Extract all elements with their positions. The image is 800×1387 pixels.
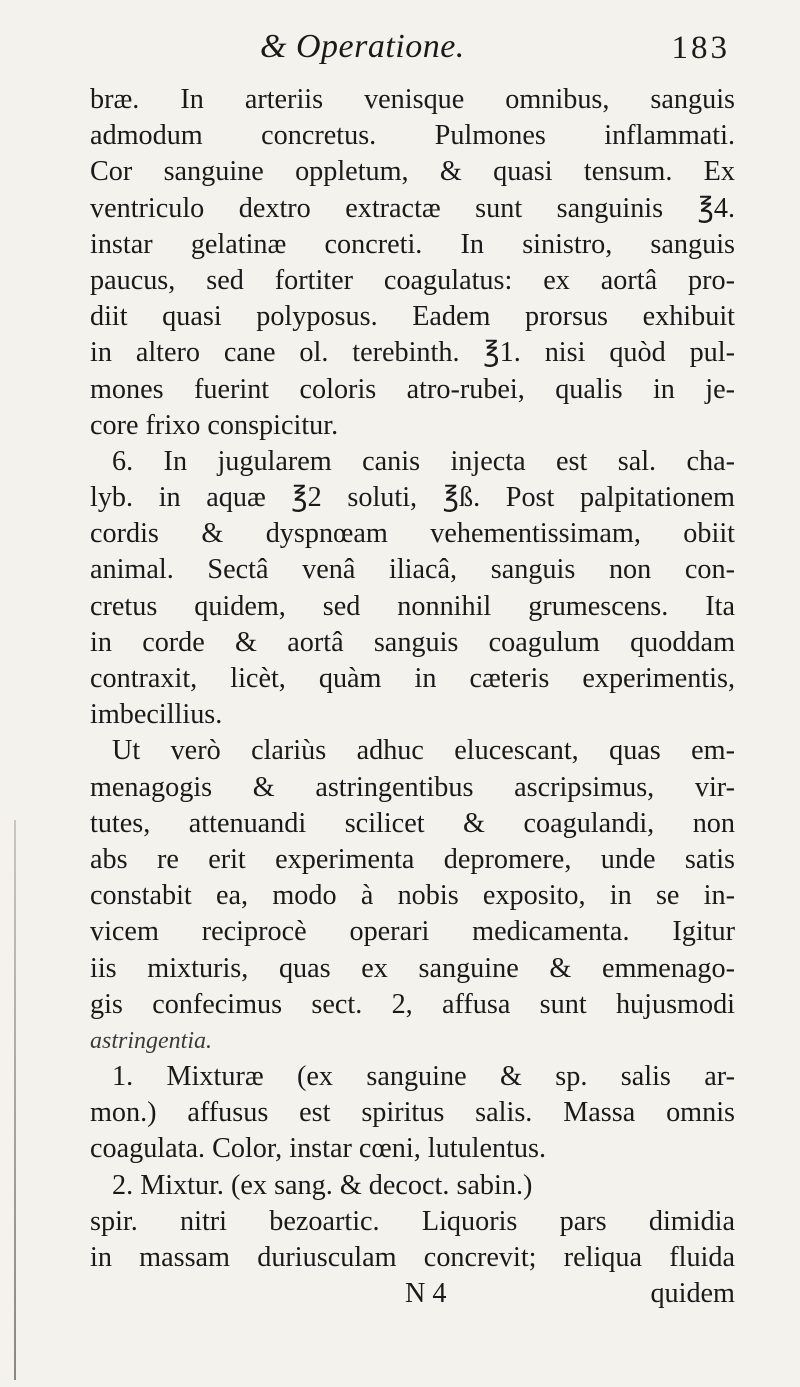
running-title: & Operatione. [260, 28, 465, 65]
text-line: paucus, sed fortiter coagulatus: ex aortâ pro- [90, 264, 735, 296]
text-line: 6. In jugularem canis injecta est sal. cha- [112, 445, 735, 477]
page-edge-shadow [14, 820, 16, 1380]
text-line: spir. nitri bezoartic. Liquoris pars dimidia [90, 1205, 735, 1237]
text-line: mon.) affusus est spiritus salis. Massa omnis [90, 1097, 735, 1129]
text-line: bræ. In arteriis venisque omnibus, sanguis [90, 84, 735, 115]
page-header [90, 28, 730, 78]
text-line: core frixo conspicitur. [90, 409, 339, 441]
text-line: admodum concretus. Pulmones inflammati. [90, 120, 735, 152]
text-line: in altero cane ol. terebinth. ℥1. nisi quòd pul- [90, 337, 735, 369]
text-line: mones fuerint coloris atro-rubei, qualis in je- [90, 373, 735, 405]
text-line: tutes, attenuandi scilicet & coagulandi, non [90, 807, 735, 839]
text-line: in corde & aortâ sanguis coagulum quoddam [90, 626, 735, 658]
page-footer [90, 1276, 735, 1312]
text-line: coagulata. Color, instar cœni, lutulentus. [90, 1133, 547, 1165]
text-line: diit quasi polyposus. Eadem prorsus exhibuit [90, 301, 735, 333]
text-line: astringentia. [90, 1027, 213, 1054]
text-line: imbecillius. [90, 699, 223, 731]
text-line: cretus quidem, sed nonnihil grumescens. Ita [90, 590, 735, 622]
text-line: iis mixturis, quas ex sanguine & emmenago- [90, 952, 735, 984]
text-line: constabit ea, modo à nobis exposito, in se in- [90, 880, 735, 912]
body-text [90, 82, 735, 1312]
text-line: gis confecimus sect. 2, affusa sunt hujusmodi [90, 988, 735, 1020]
page-number: 183 [671, 30, 730, 66]
text-line: vicem reciprocè operari medicamenta. Igitur [90, 916, 735, 948]
catchword: quidem [650, 1278, 735, 1310]
text-line: in massam duriusculam concrevit; reliqua fluida [90, 1242, 735, 1273]
text-line: contraxit, licèt, quàm in cæteris experimentis, [90, 663, 735, 694]
text-line: Cor sanguine oppletum, & quasi tensum. Ex [90, 156, 735, 188]
text-line: instar gelatinæ concreti. In sinistro, sanguis [90, 228, 735, 260]
text-line: menagogis & astringentibus ascripsimus, vir- [90, 771, 735, 803]
text-line: animal. Sectâ venâ iliacâ, sanguis non con- [90, 554, 735, 586]
text-line: lyb. in aquæ ℥2 soluti, ℥ß. Post palpitationem [90, 482, 735, 514]
text-line: abs re erit experimenta depromere, unde satis [90, 843, 735, 875]
text-line: 2. Mixtur. (ex sang. & decoct. sabin.) [112, 1169, 533, 1201]
text-line: ventriculo dextro extractæ sunt sanguinis ℥4. [90, 192, 735, 224]
text-line: Ut verò clariùs adhuc elucescant, quas em- [112, 735, 735, 767]
text-line: 1. Mixturæ (ex sanguine & sp. salis ar- [112, 1061, 735, 1093]
signature-mark: N 4 [405, 1278, 447, 1310]
text-line: cordis & dyspnœam vehementissimam, obiit [90, 518, 735, 550]
